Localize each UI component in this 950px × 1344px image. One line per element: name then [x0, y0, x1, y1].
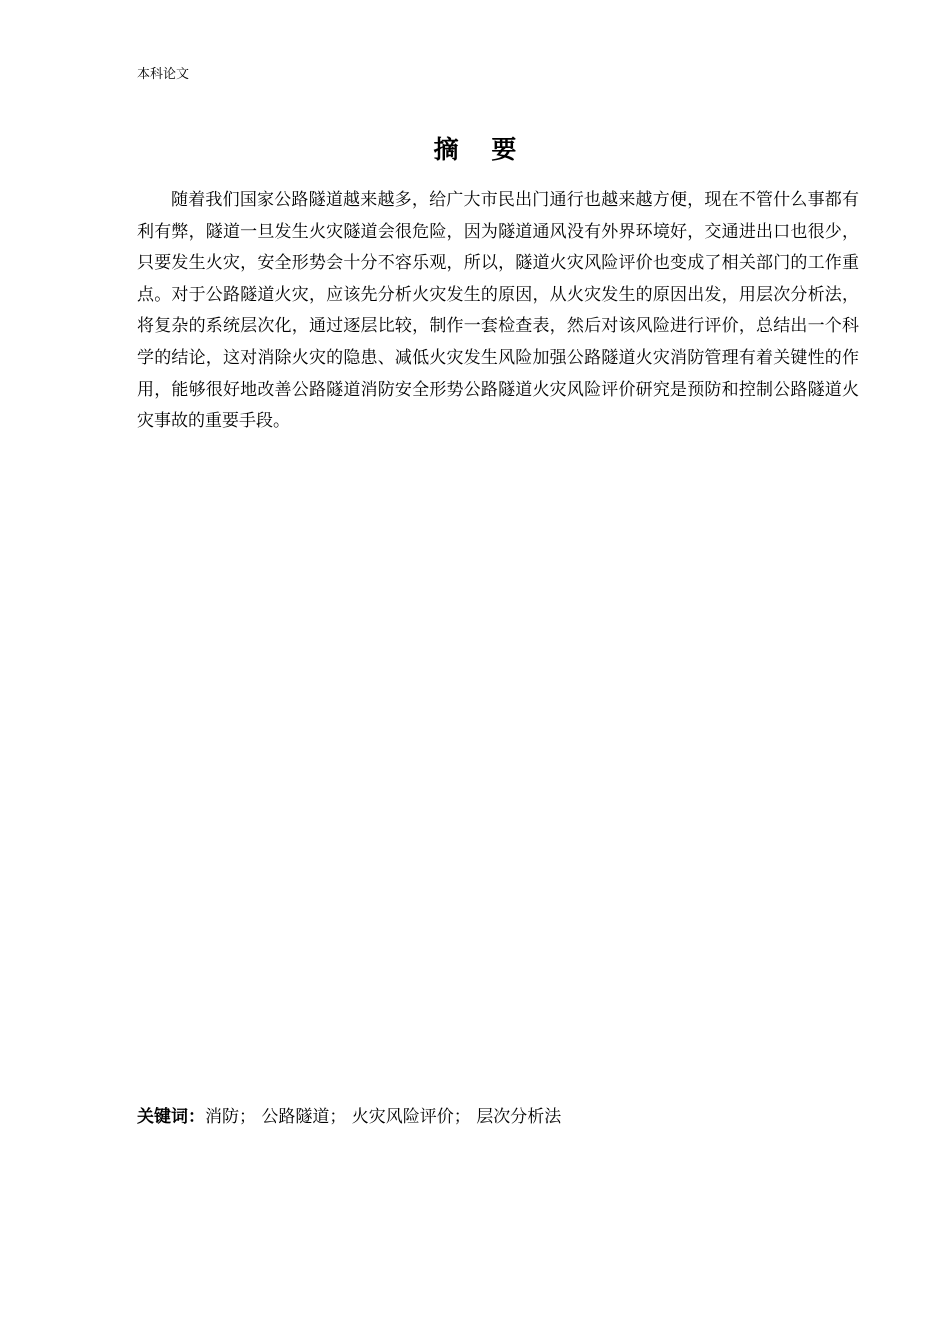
header-label: 本科论文 — [137, 67, 190, 82]
keywords-line — [137, 1104, 859, 1130]
keywords-value: 消防； 公路隧道； 火灾风险评价； 层次分析法 — [205, 1107, 562, 1127]
abstract-body: 随着我们国家公路隧道越来越多，给广大市民出门通行也越来越方便，现在不管什么事都有利有弊，隧道一旦发生火灾隧道会很危险，因为隧道通风没有外界环境好，交通进出口也很少，只要发生火灾，安全形势会十分不容乐观，所以，隧道火灾风险评价也变成了相关部门的工作重点。对于公路隧道火灾，应该先分析火灾发生的原因，从火灾发生的原因出发，用层次分析法，将复杂的系统层次化，通过逐层比较，制作一套检查表，然后对该风险进行评价，总结出一个科学的结论，这对消除火灾的隐患、减低火灾发生风险加强公路隧道火灾消防管理有着关键性的作用，能够很好地改善公路隧道消防安全形势公路隧道火灾风险评价研究是预防和控制公路隧道火灾事故的重要手段。 — [137, 190, 859, 432]
page-title: 摘 要 — [433, 135, 529, 164]
keywords-label: 关键词： — [137, 1107, 205, 1127]
